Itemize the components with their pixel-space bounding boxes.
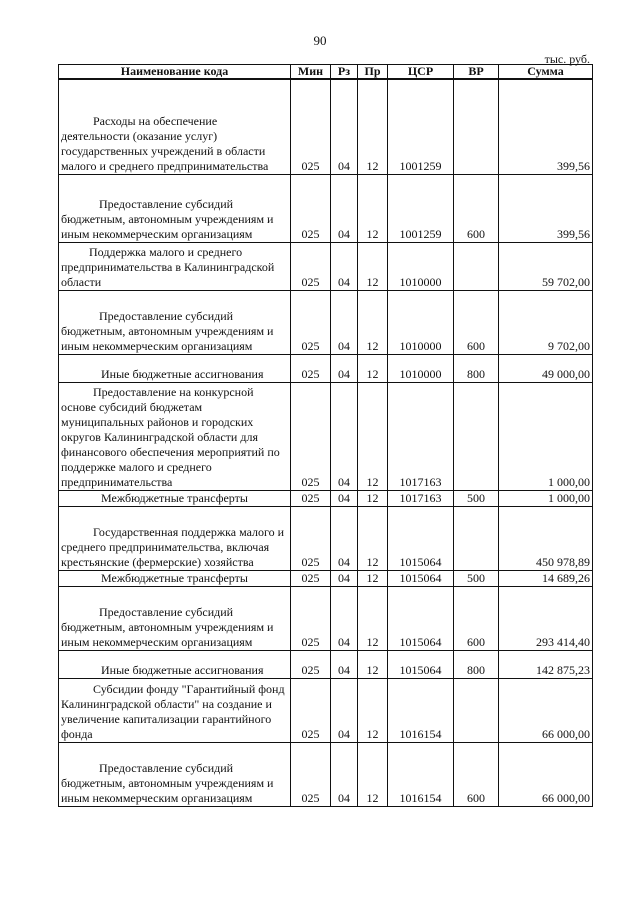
table-row [59,506,593,570]
row-name: Предоставление субсидий бюджетным, автономным учреждениям и иным некоммерческим организациям [59,290,291,354]
table-row [59,79,593,174]
row-rz: 04 [331,242,358,290]
row-min: 025 [291,290,331,354]
row-pr: 12 [358,79,388,174]
header-sum: Сумма [499,65,593,80]
row-pr: 12 [358,506,388,570]
row-min: 025 [291,506,331,570]
row-pr: 12 [358,742,388,806]
table-row [59,678,593,742]
row-name: Субсидии фонду "Гарантийный фонд Калининградской области" на создание и увеличение капитализации гарантийного фонда [59,678,291,742]
table-row [59,490,593,506]
row-vr [454,382,499,490]
row-rz: 04 [331,382,358,490]
table-row [59,290,593,354]
page-number: 90 [313,33,327,48]
row-min: 025 [291,354,331,382]
table-row [59,242,593,290]
row-rz: 04 [331,586,358,650]
row-vr [454,242,499,290]
row-pr: 12 [358,354,388,382]
header-name: Наименование кода [59,65,291,80]
table-row [59,742,593,806]
row-csr: 1015064 [388,650,454,678]
row-min: 025 [291,742,331,806]
row-vr: 600 [454,586,499,650]
header-vr: ВР [454,65,499,80]
row-csr: 1010000 [388,354,454,382]
row-name: Иные бюджетные ассигнования [59,354,291,382]
row-rz: 04 [331,354,358,382]
row-name: Поддержка малого и среднего предпринимательства в Калининградской области [59,242,291,290]
row-name: Межбюджетные трансферты [59,570,291,586]
table-row [59,570,593,586]
row-name: Расходы на обеспечение деятельности (оказание услуг) государственных учреждений в области малого и среднего предпринимательства [59,79,291,174]
row-name: Государственная поддержка малого и среднего предпринимательства, включая крестьянские (фермерские) хозяйства [59,506,291,570]
row-rz: 04 [331,174,358,242]
row-sum: 1 000,00 [499,490,593,506]
row-min: 025 [291,382,331,490]
row-pr: 12 [358,174,388,242]
row-min: 025 [291,570,331,586]
row-sum: 59 702,00 [499,242,593,290]
row-pr: 12 [358,490,388,506]
row-vr: 600 [454,742,499,806]
row-pr: 12 [358,382,388,490]
row-vr: 800 [454,354,499,382]
row-name: Предоставление на конкурсной основе субсидий бюджетам муниципальных районов и городских округов Калининградской области для финансового обеспечения мероприятий по поддержке малого и среднего предпринимательства [59,382,291,490]
row-csr: 1017163 [388,490,454,506]
row-csr: 1016154 [388,742,454,806]
row-rz: 04 [331,506,358,570]
row-csr: 1010000 [388,290,454,354]
row-min: 025 [291,242,331,290]
table-row [59,382,593,490]
table-row [59,586,593,650]
row-rz: 04 [331,570,358,586]
table-header-row [59,65,593,80]
row-name: Межбюджетные трансферты [59,490,291,506]
row-sum: 1 000,00 [499,382,593,490]
row-rz: 04 [331,490,358,506]
row-csr: 1016154 [388,678,454,742]
row-min: 025 [291,678,331,742]
row-rz: 04 [331,650,358,678]
budget-table [58,64,593,807]
row-sum: 450 978,89 [499,506,593,570]
row-sum: 14 689,26 [499,570,593,586]
table-row [59,174,593,242]
row-sum: 142 875,23 [499,650,593,678]
row-vr: 500 [454,490,499,506]
table-row [59,354,593,382]
header-pr: Пр [358,65,388,80]
row-vr [454,678,499,742]
row-csr: 1015064 [388,506,454,570]
row-name: Иные бюджетные ассигнования [59,650,291,678]
row-csr: 1015064 [388,586,454,650]
row-csr: 1001259 [388,79,454,174]
header-min: Мин [291,65,331,80]
row-rz: 04 [331,290,358,354]
row-vr: 500 [454,570,499,586]
row-rz: 04 [331,742,358,806]
row-rz: 04 [331,678,358,742]
row-sum: 399,56 [499,79,593,174]
row-sum: 9 702,00 [499,290,593,354]
row-sum: 49 000,00 [499,354,593,382]
row-min: 025 [291,490,331,506]
row-name: Предоставление субсидий бюджетным, автономным учреждениям и иным некоммерческим организациям [59,174,291,242]
row-csr: 1017163 [388,382,454,490]
row-min: 025 [291,586,331,650]
row-min: 025 [291,174,331,242]
row-vr [454,506,499,570]
row-pr: 12 [358,290,388,354]
row-min: 025 [291,79,331,174]
row-vr: 800 [454,650,499,678]
row-pr: 12 [358,586,388,650]
row-vr: 600 [454,290,499,354]
row-pr: 12 [358,650,388,678]
row-csr: 1001259 [388,174,454,242]
row-rz: 04 [331,79,358,174]
units-label: тыс. руб. [544,52,590,66]
row-sum: 66 000,00 [499,678,593,742]
row-csr: 1010000 [388,242,454,290]
table-row [59,650,593,678]
row-name: Предоставление субсидий бюджетным, автономным учреждениям и иным некоммерческим организациям [59,742,291,806]
row-sum: 399,56 [499,174,593,242]
row-min: 025 [291,650,331,678]
row-sum: 66 000,00 [499,742,593,806]
row-pr: 12 [358,570,388,586]
row-sum: 293 414,40 [499,586,593,650]
row-pr: 12 [358,678,388,742]
row-pr: 12 [358,242,388,290]
row-vr: 600 [454,174,499,242]
row-name: Предоставление субсидий бюджетным, автономным учреждениям и иным некоммерческим организациям [59,586,291,650]
row-csr: 1015064 [388,570,454,586]
row-vr [454,79,499,174]
header-rz: Рз [331,65,358,80]
header-csr: ЦСР [388,65,454,80]
